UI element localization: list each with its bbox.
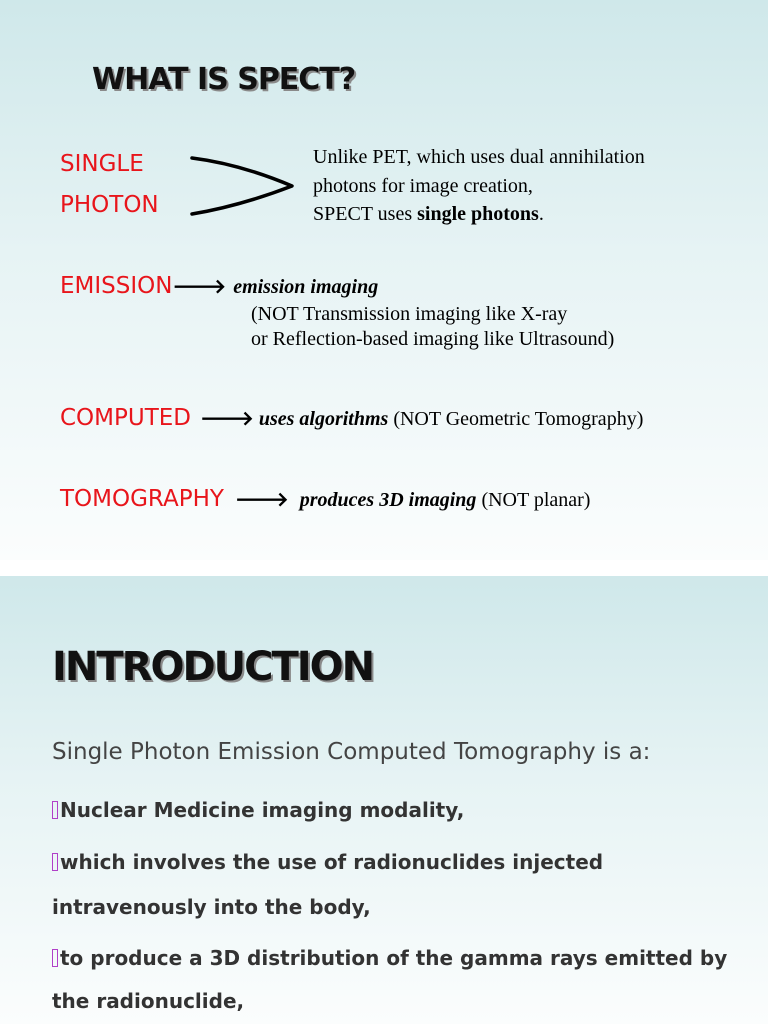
- term-single: SINGLE: [60, 151, 144, 177]
- bullet-item: [52, 798, 464, 822]
- bullet-icon: [52, 801, 58, 819]
- bullet-item: [52, 946, 727, 970]
- bullet-text: Nuclear Medicine imaging modality,: [60, 798, 465, 822]
- term-computed: COMPUTED: [60, 405, 192, 431]
- bullet-icon: [52, 853, 58, 871]
- emission-row: [60, 273, 378, 299]
- greater-than-brace-icon: [188, 152, 298, 218]
- pet-comparison-line2: photons for image creation,: [313, 175, 533, 197]
- right-arrow-icon: 🡒: [200, 406, 254, 430]
- right-arrow-icon: 🡒: [172, 274, 227, 298]
- term-emission: EMISSION: [60, 273, 173, 299]
- tomography-description: produces 3D imaging: [299, 489, 477, 511]
- intro-lead-text: Single Photon Emission Computed Tomography is a:: [52, 739, 651, 765]
- slide-introduction: [0, 576, 768, 1024]
- bullet-continuation: the radionuclide,: [52, 989, 245, 1013]
- emission-note-line1: (NOT Transmission imaging like X-ray: [251, 303, 568, 325]
- right-arrow-icon: 🡒: [235, 487, 289, 511]
- emission-description: emission imaging: [233, 276, 379, 298]
- bullet-text: to produce a 3D distribution of the gamma rays emitted by: [60, 946, 728, 970]
- computed-row: [60, 405, 643, 431]
- slide-title: WHAT IS SPECT?: [92, 62, 356, 97]
- computed-note: (NOT Geometric Tomography): [388, 408, 644, 430]
- bullet-text: which involves the use of radionuclides injected: [60, 850, 604, 874]
- pet-comparison-line1: Unlike PET, which uses dual annihilation: [313, 146, 645, 168]
- slide-title: INTRODUCTION: [52, 644, 374, 690]
- bullet-icon: [52, 949, 58, 967]
- term-photon: PHOTON: [60, 192, 159, 218]
- pet-comparison-line3: [313, 203, 544, 226]
- pet-line3-prefix: SPECT uses: [313, 203, 418, 225]
- pet-line3-suffix: .: [538, 203, 544, 225]
- bullet-continuation: intravenously into the body,: [52, 895, 371, 919]
- tomography-row: [60, 486, 590, 512]
- computed-description: uses algorithms: [258, 408, 389, 430]
- pet-line3-bold: single photons: [417, 203, 539, 225]
- emission-note-line2: or Reflection-based imaging like Ultrasound): [251, 328, 615, 350]
- term-tomography: TOMOGRAPHY: [60, 486, 224, 512]
- bullet-item: [52, 850, 603, 874]
- tomography-note: (NOT planar): [476, 489, 591, 511]
